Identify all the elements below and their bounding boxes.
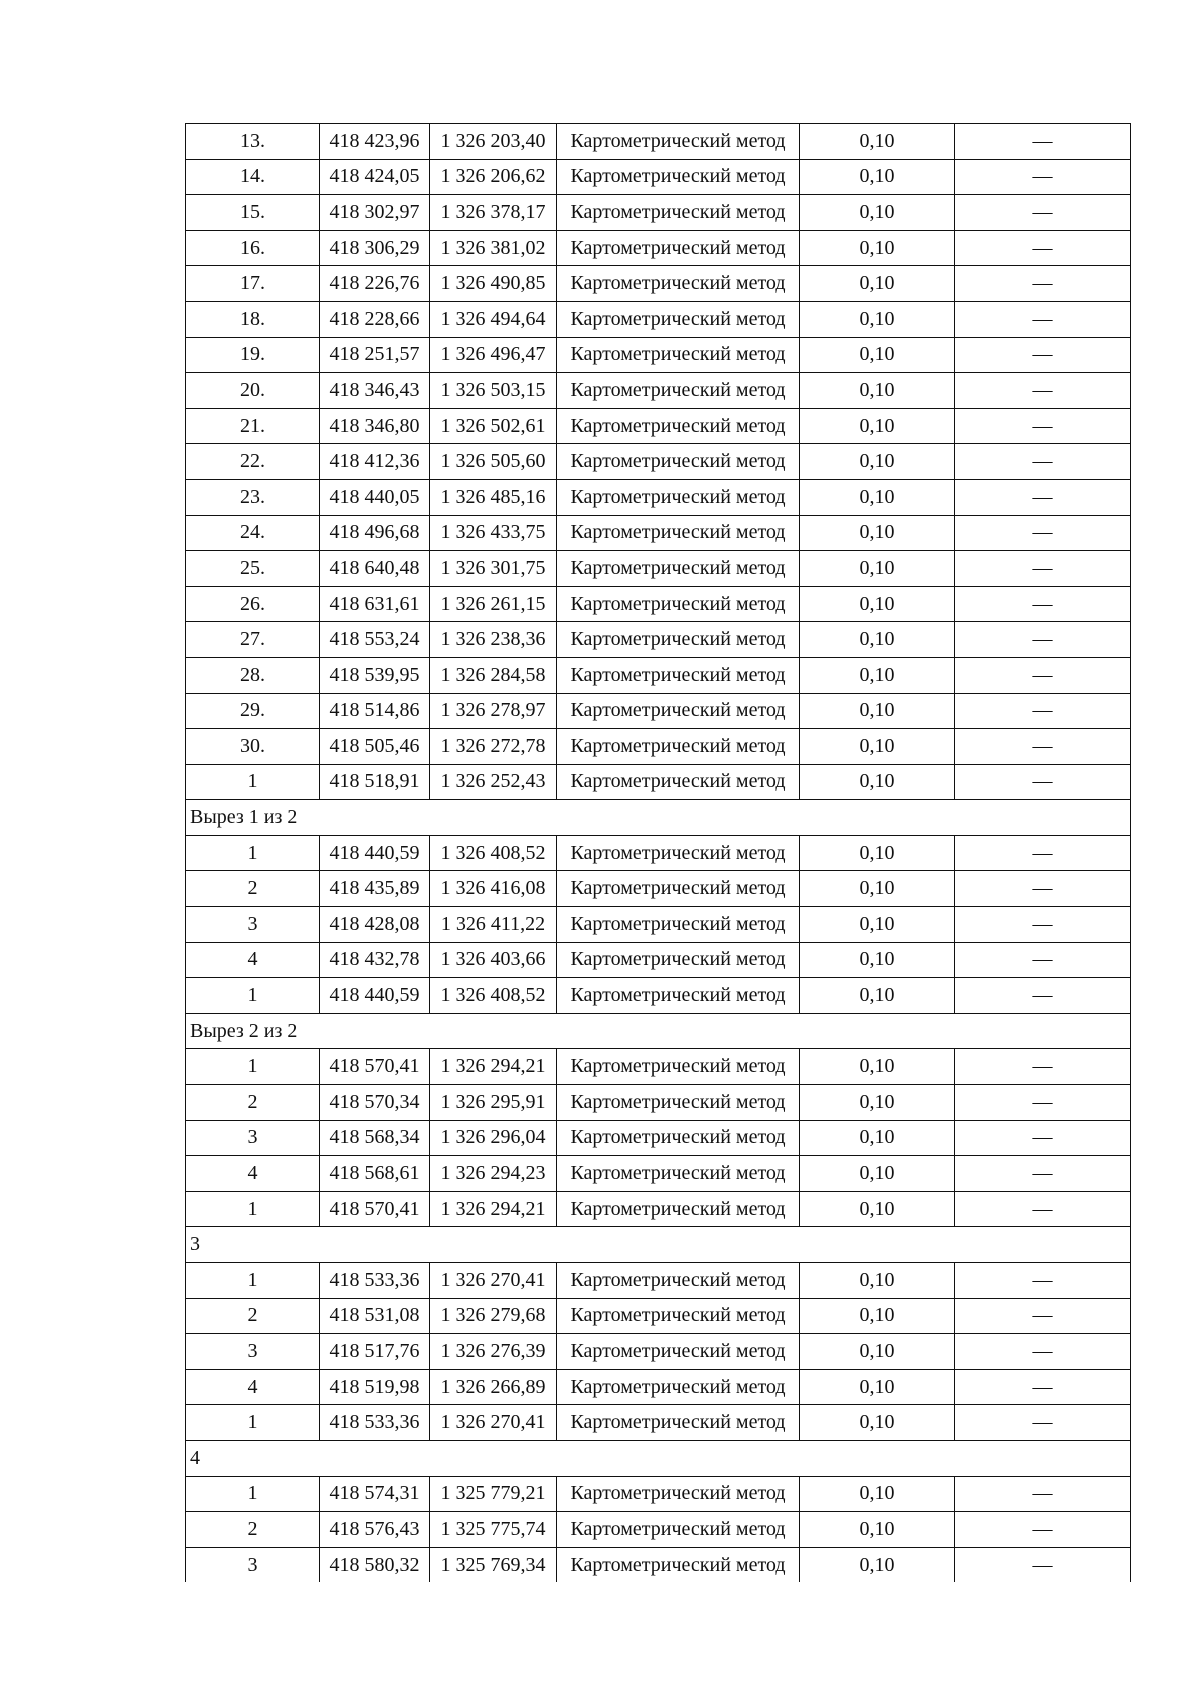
table-row	[186, 479, 1131, 515]
accuracy-cell: 0,10	[800, 195, 955, 231]
description-cell: —	[955, 978, 1131, 1014]
point-number-cell: 24.	[186, 515, 320, 551]
point-number-cell: 3	[186, 1120, 320, 1156]
method-cell: Картометрический метод	[557, 1476, 800, 1512]
table-row	[186, 124, 1131, 160]
table-row	[186, 1191, 1131, 1227]
section-label: Вырез 1 из 2	[186, 800, 1131, 836]
y-coordinate-cell: 1 326 301,75	[430, 551, 557, 587]
point-number-cell: 3	[186, 1547, 320, 1582]
description-cell: —	[955, 515, 1131, 551]
y-coordinate-cell: 1 326 485,16	[430, 479, 557, 515]
table-row	[186, 942, 1131, 978]
accuracy-cell: 0,10	[800, 1298, 955, 1334]
method-cell: Картометрический метод	[557, 551, 800, 587]
description-cell: —	[955, 337, 1131, 373]
description-cell: —	[955, 1476, 1131, 1512]
table-row	[186, 1334, 1131, 1370]
description-cell: —	[955, 266, 1131, 302]
method-cell: Картометрический метод	[557, 337, 800, 373]
accuracy-cell: 0,10	[800, 1156, 955, 1192]
x-coordinate-cell: 418 570,41	[320, 1191, 430, 1227]
accuracy-cell: 0,10	[800, 586, 955, 622]
y-coordinate-cell: 1 326 416,08	[430, 871, 557, 907]
x-coordinate-cell: 418 228,66	[320, 301, 430, 337]
y-coordinate-cell: 1 326 411,22	[430, 907, 557, 943]
x-coordinate-cell: 418 226,76	[320, 266, 430, 302]
description-cell: —	[955, 124, 1131, 160]
accuracy-cell: 0,10	[800, 764, 955, 800]
description-cell: —	[955, 551, 1131, 587]
table-row	[186, 1512, 1131, 1548]
accuracy-cell: 0,10	[800, 1120, 955, 1156]
y-coordinate-cell: 1 326 238,36	[430, 622, 557, 658]
point-number-cell: 29.	[186, 693, 320, 729]
point-number-cell: 27.	[186, 622, 320, 658]
x-coordinate-cell: 418 576,43	[320, 1512, 430, 1548]
accuracy-cell: 0,10	[800, 124, 955, 160]
description-cell: —	[955, 1512, 1131, 1548]
description-cell: —	[955, 1547, 1131, 1582]
table-row	[186, 871, 1131, 907]
y-coordinate-cell: 1 326 261,15	[430, 586, 557, 622]
point-number-cell: 1	[186, 978, 320, 1014]
method-cell: Картометрический метод	[557, 1405, 800, 1441]
description-cell: —	[955, 1156, 1131, 1192]
section-row	[186, 800, 1131, 836]
point-number-cell: 1	[186, 1049, 320, 1085]
y-coordinate-cell: 1 326 408,52	[430, 978, 557, 1014]
description-cell: —	[955, 230, 1131, 266]
table-row	[186, 622, 1131, 658]
x-coordinate-cell: 418 412,36	[320, 444, 430, 480]
point-number-cell: 14.	[186, 159, 320, 195]
point-number-cell: 30.	[186, 729, 320, 765]
description-cell: —	[955, 1120, 1131, 1156]
x-coordinate-cell: 418 346,43	[320, 373, 430, 409]
method-cell: Картометрический метод	[557, 942, 800, 978]
accuracy-cell: 0,10	[800, 622, 955, 658]
accuracy-cell: 0,10	[800, 551, 955, 587]
table-row	[186, 907, 1131, 943]
x-coordinate-cell: 418 568,61	[320, 1156, 430, 1192]
description-cell: —	[955, 835, 1131, 871]
method-cell: Картометрический метод	[557, 266, 800, 302]
y-coordinate-cell: 1 326 295,91	[430, 1085, 557, 1121]
accuracy-cell: 0,10	[800, 230, 955, 266]
method-cell: Картометрический метод	[557, 1156, 800, 1192]
accuracy-cell: 0,10	[800, 1476, 955, 1512]
accuracy-cell: 0,10	[800, 444, 955, 480]
method-cell: Картометрический метод	[557, 408, 800, 444]
accuracy-cell: 0,10	[800, 978, 955, 1014]
description-cell: —	[955, 907, 1131, 943]
accuracy-cell: 0,10	[800, 657, 955, 693]
x-coordinate-cell: 418 553,24	[320, 622, 430, 658]
table-row	[186, 1049, 1131, 1085]
description-cell: —	[955, 622, 1131, 658]
point-number-cell: 1	[186, 1405, 320, 1441]
description-cell: —	[955, 1191, 1131, 1227]
table-row	[186, 1298, 1131, 1334]
y-coordinate-cell: 1 326 433,75	[430, 515, 557, 551]
description-cell: —	[955, 444, 1131, 480]
method-cell: Картометрический метод	[557, 586, 800, 622]
method-cell: Картометрический метод	[557, 1298, 800, 1334]
method-cell: Картометрический метод	[557, 1369, 800, 1405]
description-cell: —	[955, 871, 1131, 907]
table-row	[186, 764, 1131, 800]
y-coordinate-cell: 1 326 206,62	[430, 159, 557, 195]
point-number-cell: 3	[186, 907, 320, 943]
table-row	[186, 266, 1131, 302]
accuracy-cell: 0,10	[800, 479, 955, 515]
y-coordinate-cell: 1 326 284,58	[430, 657, 557, 693]
x-coordinate-cell: 418 514,86	[320, 693, 430, 729]
x-coordinate-cell: 418 574,31	[320, 1476, 430, 1512]
table-row	[186, 159, 1131, 195]
method-cell: Картометрический метод	[557, 195, 800, 231]
point-number-cell: 23.	[186, 479, 320, 515]
y-coordinate-cell: 1 326 270,41	[430, 1263, 557, 1299]
section-label: Вырез 2 из 2	[186, 1013, 1131, 1049]
accuracy-cell: 0,10	[800, 942, 955, 978]
method-cell: Картометрический метод	[557, 230, 800, 266]
description-cell: —	[955, 1085, 1131, 1121]
x-coordinate-cell: 418 568,34	[320, 1120, 430, 1156]
accuracy-cell: 0,10	[800, 693, 955, 729]
accuracy-cell: 0,10	[800, 1263, 955, 1299]
method-cell: Картометрический метод	[557, 1512, 800, 1548]
accuracy-cell: 0,10	[800, 337, 955, 373]
accuracy-cell: 0,10	[800, 515, 955, 551]
y-coordinate-cell: 1 326 294,21	[430, 1191, 557, 1227]
accuracy-cell: 0,10	[800, 1547, 955, 1582]
table-row	[186, 586, 1131, 622]
method-cell: Картометрический метод	[557, 1085, 800, 1121]
description-cell: —	[955, 159, 1131, 195]
table-row	[186, 693, 1131, 729]
table-row	[186, 337, 1131, 373]
accuracy-cell: 0,10	[800, 159, 955, 195]
accuracy-cell: 0,10	[800, 729, 955, 765]
y-coordinate-cell: 1 326 496,47	[430, 337, 557, 373]
table-row	[186, 1263, 1131, 1299]
description-cell: —	[955, 942, 1131, 978]
description-cell: —	[955, 1334, 1131, 1370]
x-coordinate-cell: 418 533,36	[320, 1263, 430, 1299]
accuracy-cell: 0,10	[800, 871, 955, 907]
y-coordinate-cell: 1 326 203,40	[430, 124, 557, 160]
coordinates-table	[185, 123, 1131, 1582]
x-coordinate-cell: 418 505,46	[320, 729, 430, 765]
table-row	[186, 1405, 1131, 1441]
table-row	[186, 1120, 1131, 1156]
table-row	[186, 230, 1131, 266]
y-coordinate-cell: 1 326 276,39	[430, 1334, 557, 1370]
table-row	[186, 835, 1131, 871]
x-coordinate-cell: 418 440,05	[320, 479, 430, 515]
description-cell: —	[955, 693, 1131, 729]
table-row	[186, 515, 1131, 551]
description-cell: —	[955, 195, 1131, 231]
method-cell: Картометрический метод	[557, 515, 800, 551]
table-row	[186, 373, 1131, 409]
accuracy-cell: 0,10	[800, 266, 955, 302]
method-cell: Картометрический метод	[557, 124, 800, 160]
accuracy-cell: 0,10	[800, 408, 955, 444]
method-cell: Картометрический метод	[557, 301, 800, 337]
point-number-cell: 2	[186, 1085, 320, 1121]
table-row	[186, 978, 1131, 1014]
point-number-cell: 4	[186, 1156, 320, 1192]
section-row	[186, 1013, 1131, 1049]
accuracy-cell: 0,10	[800, 373, 955, 409]
x-coordinate-cell: 418 631,61	[320, 586, 430, 622]
x-coordinate-cell: 418 539,95	[320, 657, 430, 693]
description-cell: —	[955, 373, 1131, 409]
point-number-cell: 20.	[186, 373, 320, 409]
y-coordinate-cell: 1 326 294,21	[430, 1049, 557, 1085]
section-row	[186, 1227, 1131, 1263]
table-row	[186, 1547, 1131, 1582]
method-cell: Картометрический метод	[557, 1263, 800, 1299]
table-row	[186, 1156, 1131, 1192]
y-coordinate-cell: 1 326 272,78	[430, 729, 557, 765]
x-coordinate-cell: 418 424,05	[320, 159, 430, 195]
y-coordinate-cell: 1 326 381,02	[430, 230, 557, 266]
accuracy-cell: 0,10	[800, 1191, 955, 1227]
accuracy-cell: 0,10	[800, 1405, 955, 1441]
x-coordinate-cell: 418 580,32	[320, 1547, 430, 1582]
y-coordinate-cell: 1 326 408,52	[430, 835, 557, 871]
x-coordinate-cell: 418 440,59	[320, 978, 430, 1014]
y-coordinate-cell: 1 326 403,66	[430, 942, 557, 978]
method-cell: Картометрический метод	[557, 622, 800, 658]
table-row	[186, 729, 1131, 765]
point-number-cell: 18.	[186, 301, 320, 337]
point-number-cell: 26.	[186, 586, 320, 622]
point-number-cell: 16.	[186, 230, 320, 266]
y-coordinate-cell: 1 326 279,68	[430, 1298, 557, 1334]
accuracy-cell: 0,10	[800, 835, 955, 871]
section-label: 3	[186, 1227, 1131, 1263]
description-cell: —	[955, 764, 1131, 800]
x-coordinate-cell: 418 533,36	[320, 1405, 430, 1441]
method-cell: Картометрический метод	[557, 657, 800, 693]
x-coordinate-cell: 418 570,34	[320, 1085, 430, 1121]
description-cell: —	[955, 479, 1131, 515]
x-coordinate-cell: 418 346,80	[320, 408, 430, 444]
y-coordinate-cell: 1 326 296,04	[430, 1120, 557, 1156]
method-cell: Картометрический метод	[557, 978, 800, 1014]
section-label: 4	[186, 1440, 1131, 1476]
point-number-cell: 25.	[186, 551, 320, 587]
method-cell: Картометрический метод	[557, 159, 800, 195]
x-coordinate-cell: 418 302,97	[320, 195, 430, 231]
method-cell: Картометрический метод	[557, 1547, 800, 1582]
method-cell: Картометрический метод	[557, 835, 800, 871]
y-coordinate-cell: 1 326 490,85	[430, 266, 557, 302]
point-number-cell: 22.	[186, 444, 320, 480]
x-coordinate-cell: 418 531,08	[320, 1298, 430, 1334]
method-cell: Картометрический метод	[557, 1120, 800, 1156]
method-cell: Картометрический метод	[557, 373, 800, 409]
description-cell: —	[955, 657, 1131, 693]
point-number-cell: 19.	[186, 337, 320, 373]
point-number-cell: 1	[186, 1476, 320, 1512]
point-number-cell: 13.	[186, 124, 320, 160]
accuracy-cell: 0,10	[800, 301, 955, 337]
table-row	[186, 1369, 1131, 1405]
point-number-cell: 1	[186, 835, 320, 871]
x-coordinate-cell: 418 517,76	[320, 1334, 430, 1370]
description-cell: —	[955, 408, 1131, 444]
y-coordinate-cell: 1 326 270,41	[430, 1405, 557, 1441]
table-row	[186, 408, 1131, 444]
x-coordinate-cell: 418 640,48	[320, 551, 430, 587]
method-cell: Картометрический метод	[557, 693, 800, 729]
point-number-cell: 2	[186, 1512, 320, 1548]
description-cell: —	[955, 301, 1131, 337]
x-coordinate-cell: 418 440,59	[320, 835, 430, 871]
x-coordinate-cell: 418 428,08	[320, 907, 430, 943]
point-number-cell: 21.	[186, 408, 320, 444]
accuracy-cell: 0,10	[800, 1512, 955, 1548]
y-coordinate-cell: 1 326 503,15	[430, 373, 557, 409]
y-coordinate-cell: 1 326 378,17	[430, 195, 557, 231]
point-number-cell: 3	[186, 1334, 320, 1370]
y-coordinate-cell: 1 326 278,97	[430, 693, 557, 729]
accuracy-cell: 0,10	[800, 1085, 955, 1121]
description-cell: —	[955, 586, 1131, 622]
point-number-cell: 28.	[186, 657, 320, 693]
y-coordinate-cell: 1 326 294,23	[430, 1156, 557, 1192]
y-coordinate-cell: 1 326 505,60	[430, 444, 557, 480]
y-coordinate-cell: 1 326 252,43	[430, 764, 557, 800]
x-coordinate-cell: 418 306,29	[320, 230, 430, 266]
point-number-cell: 1	[186, 764, 320, 800]
point-number-cell: 17.	[186, 266, 320, 302]
method-cell: Картометрический метод	[557, 729, 800, 765]
description-cell: —	[955, 1298, 1131, 1334]
method-cell: Картометрический метод	[557, 764, 800, 800]
accuracy-cell: 0,10	[800, 907, 955, 943]
y-coordinate-cell: 1 326 266,89	[430, 1369, 557, 1405]
point-number-cell: 2	[186, 871, 320, 907]
y-coordinate-cell: 1 325 779,21	[430, 1476, 557, 1512]
method-cell: Картометрический метод	[557, 1334, 800, 1370]
x-coordinate-cell: 418 423,96	[320, 124, 430, 160]
method-cell: Картометрический метод	[557, 1049, 800, 1085]
table-row	[186, 195, 1131, 231]
table-row	[186, 1085, 1131, 1121]
description-cell: —	[955, 1049, 1131, 1085]
y-coordinate-cell: 1 325 775,74	[430, 1512, 557, 1548]
table-row	[186, 657, 1131, 693]
method-cell: Картометрический метод	[557, 907, 800, 943]
point-number-cell: 4	[186, 942, 320, 978]
method-cell: Картометрический метод	[557, 444, 800, 480]
point-number-cell: 4	[186, 1369, 320, 1405]
accuracy-cell: 0,10	[800, 1049, 955, 1085]
x-coordinate-cell: 418 432,78	[320, 942, 430, 978]
coordinates-document	[185, 123, 1130, 1582]
x-coordinate-cell: 418 570,41	[320, 1049, 430, 1085]
description-cell: —	[955, 1369, 1131, 1405]
x-coordinate-cell: 418 519,98	[320, 1369, 430, 1405]
point-number-cell: 15.	[186, 195, 320, 231]
table-row	[186, 444, 1131, 480]
x-coordinate-cell: 418 518,91	[320, 764, 430, 800]
point-number-cell: 2	[186, 1298, 320, 1334]
x-coordinate-cell: 418 435,89	[320, 871, 430, 907]
point-number-cell: 1	[186, 1191, 320, 1227]
y-coordinate-cell: 1 326 494,64	[430, 301, 557, 337]
description-cell: —	[955, 729, 1131, 765]
method-cell: Картометрический метод	[557, 479, 800, 515]
accuracy-cell: 0,10	[800, 1334, 955, 1370]
point-number-cell: 1	[186, 1263, 320, 1299]
table-row	[186, 301, 1131, 337]
description-cell: —	[955, 1405, 1131, 1441]
table-row	[186, 551, 1131, 587]
description-cell: —	[955, 1263, 1131, 1299]
y-coordinate-cell: 1 326 502,61	[430, 408, 557, 444]
table-row	[186, 1476, 1131, 1512]
y-coordinate-cell: 1 325 769,34	[430, 1547, 557, 1582]
coordinates-table-body	[186, 124, 1131, 1583]
section-row	[186, 1440, 1131, 1476]
x-coordinate-cell: 418 496,68	[320, 515, 430, 551]
accuracy-cell: 0,10	[800, 1369, 955, 1405]
method-cell: Картометрический метод	[557, 871, 800, 907]
method-cell: Картометрический метод	[557, 1191, 800, 1227]
x-coordinate-cell: 418 251,57	[320, 337, 430, 373]
